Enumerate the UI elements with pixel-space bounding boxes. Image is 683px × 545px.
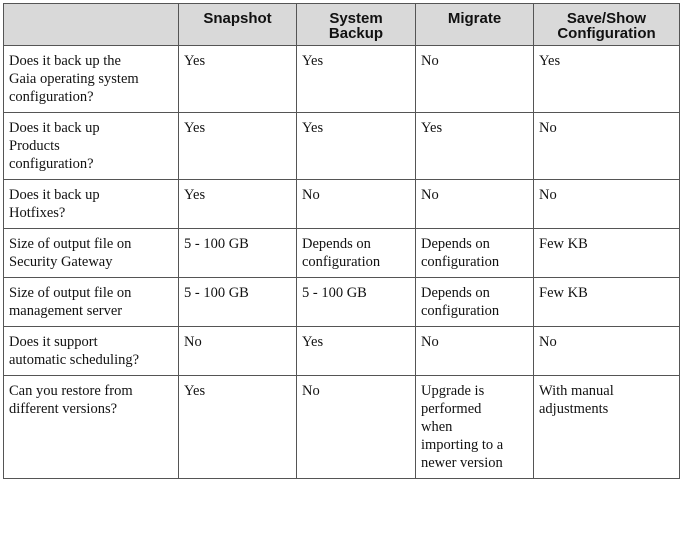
row-question: Size of output file on management server [4, 278, 179, 327]
row-question: Does it support automatic scheduling? [4, 327, 179, 376]
cell-snapshot: Yes [179, 376, 297, 479]
header-row [4, 4, 680, 46]
cell-system-backup: Yes [297, 46, 416, 113]
header-system-backup: System Backup [297, 4, 416, 46]
cell-migrate: No [416, 327, 534, 376]
table-row [4, 113, 680, 180]
table-row [4, 278, 680, 327]
cell-migrate: No [416, 180, 534, 229]
row-question: Can you restore from different versions? [4, 376, 179, 479]
cell-system-backup: No [297, 180, 416, 229]
cell-migrate: Upgrade is performed when importing to a newer version [416, 376, 534, 479]
cell-migrate: Yes [416, 113, 534, 180]
cell-snapshot: 5 - 100 GB [179, 278, 297, 327]
cell-migrate: No [416, 46, 534, 113]
cell-system-backup: 5 - 100 GB [297, 278, 416, 327]
cell-migrate: Depends on configuration [416, 229, 534, 278]
cell-save-show-configuration: With manual adjustments [534, 376, 680, 479]
header-snapshot: Snapshot [179, 4, 297, 46]
cell-migrate: Depends on configuration [416, 278, 534, 327]
cell-save-show-configuration: No [534, 113, 680, 180]
cell-snapshot: No [179, 327, 297, 376]
row-question: Does it back up the Gaia operating system configuration? [4, 46, 179, 113]
header-migrate: Migrate [416, 4, 534, 46]
table-row [4, 327, 680, 376]
cell-system-backup: Yes [297, 113, 416, 180]
header-corner-cell [4, 4, 179, 46]
cell-snapshot: Yes [179, 180, 297, 229]
table-row [4, 229, 680, 278]
row-question: Size of output file on Security Gateway [4, 229, 179, 278]
cell-snapshot: 5 - 100 GB [179, 229, 297, 278]
cell-save-show-configuration: Few KB [534, 278, 680, 327]
header-save-show-configuration: Save/Show Configuration [534, 4, 680, 46]
cell-system-backup: Depends on configuration [297, 229, 416, 278]
cell-save-show-configuration: Yes [534, 46, 680, 113]
cell-system-backup: No [297, 376, 416, 479]
backup-comparison-table [3, 3, 680, 479]
cell-snapshot: Yes [179, 113, 297, 180]
cell-snapshot: Yes [179, 46, 297, 113]
cell-save-show-configuration: No [534, 327, 680, 376]
cell-save-show-configuration: Few KB [534, 229, 680, 278]
row-question: Does it back up Products configuration? [4, 113, 179, 180]
table-row [4, 376, 680, 479]
row-question: Does it back up Hotfixes? [4, 180, 179, 229]
cell-system-backup: Yes [297, 327, 416, 376]
table-row [4, 46, 680, 113]
table-row [4, 180, 680, 229]
cell-save-show-configuration: No [534, 180, 680, 229]
